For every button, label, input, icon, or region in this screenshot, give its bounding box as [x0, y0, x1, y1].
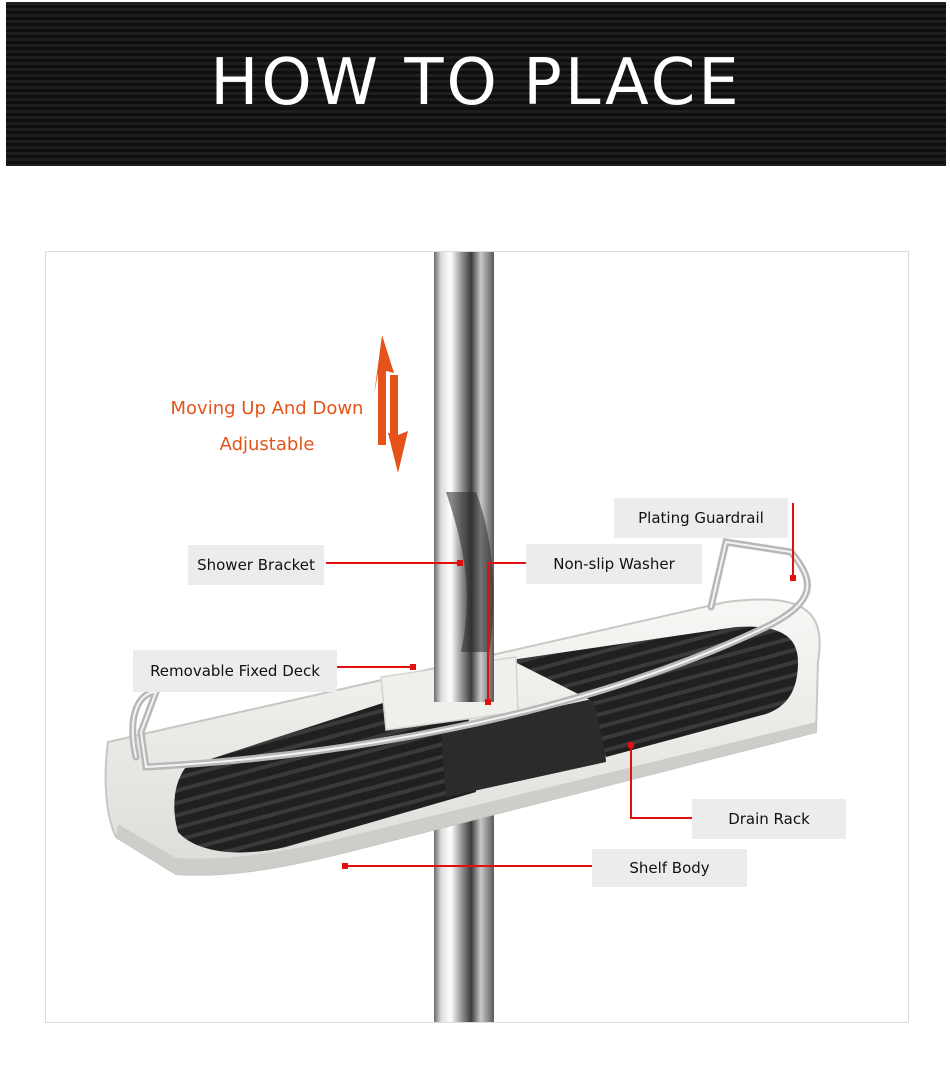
banner-title: HOW TO PLACE — [210, 46, 742, 120]
callout-removable-fixed-deck: Removable Fixed Deck — [133, 650, 337, 692]
adjust-label-line1: Moving Up And Down — [170, 398, 364, 419]
shower-shelf-illustration — [46, 252, 908, 1022]
product-photo-frame — [45, 251, 909, 1023]
callout-non-slip-washer: Non-slip Washer — [526, 544, 702, 584]
callout-shelf-body: Shelf Body — [592, 849, 747, 887]
header-banner — [6, 2, 946, 166]
callout-drain-rack: Drain Rack — [692, 799, 846, 839]
adjust-label-line2: Adjustable — [219, 434, 315, 455]
callout-plating-guardrail: Plating Guardrail — [614, 498, 788, 538]
callout-shower-bracket: Shower Bracket — [188, 545, 324, 585]
